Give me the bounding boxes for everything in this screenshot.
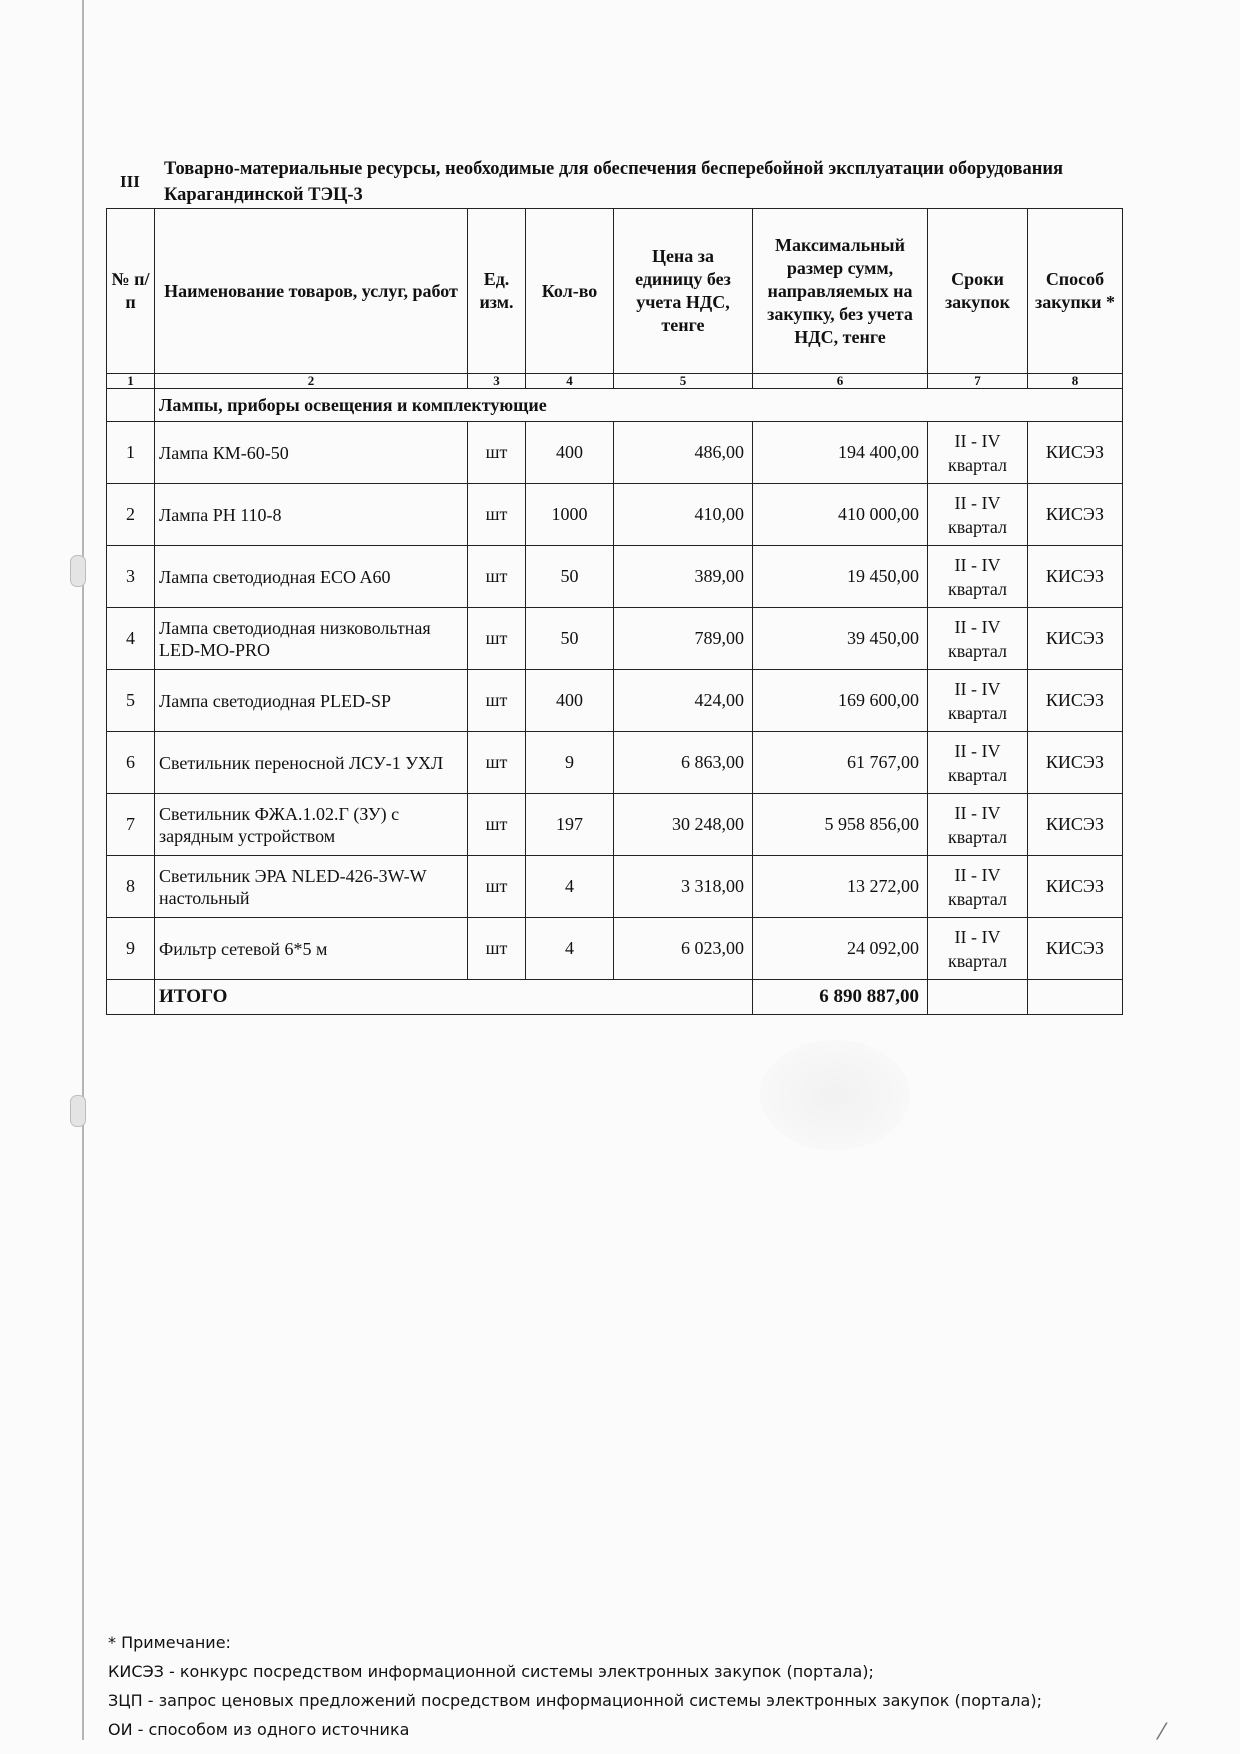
item-name: Лампа светодиодная низковольтная LED-MO-PRO	[155, 608, 468, 670]
table-row	[107, 670, 1123, 732]
note-line: ОИ - способом из одного источника	[108, 1720, 410, 1739]
item-quantity: 50	[526, 608, 614, 670]
item-period: II - IV квартал	[928, 422, 1028, 484]
item-period: II - IV квартал	[928, 918, 1028, 980]
item-quantity: 4	[526, 856, 614, 918]
item-unit: шт	[468, 608, 526, 670]
item-name: Светильник ЭРА NLED-426-3W-W настольный	[155, 856, 468, 918]
item-name: Лампа светодиодная PLED-SP	[155, 670, 468, 732]
item-method: КИСЭЗ	[1028, 856, 1123, 918]
header-period: Сроки закупок	[928, 209, 1028, 374]
item-unit: шт	[468, 856, 526, 918]
column-number: 5	[614, 374, 753, 389]
row-number: 3	[107, 546, 155, 608]
item-max-sum: 39 450,00	[753, 608, 928, 670]
item-quantity: 50	[526, 546, 614, 608]
notes-heading: * Примечание:	[108, 1633, 231, 1652]
item-unit-price: 6 023,00	[614, 918, 753, 980]
row-number: 2	[107, 484, 155, 546]
item-max-sum: 24 092,00	[753, 918, 928, 980]
item-name: Светильник ФЖА.1.02.Г (ЗУ) с зарядным устройством	[155, 794, 468, 856]
column-number: 7	[928, 374, 1028, 389]
item-name: Лампа РН 110-8	[155, 484, 468, 546]
table-row	[107, 546, 1123, 608]
item-unit: шт	[468, 794, 526, 856]
item-period: II - IV квартал	[928, 856, 1028, 918]
note-line: ЗЦП - запрос ценовых предложений посредством информационной системы электронных закупок (портала);	[108, 1691, 1042, 1710]
header-num: № п/п	[107, 209, 155, 374]
page-margin-line	[82, 0, 84, 1740]
handwritten-mark: ⁄	[1160, 1720, 1164, 1745]
table-row	[107, 608, 1123, 670]
column-number: 4	[526, 374, 614, 389]
item-method: КИСЭЗ	[1028, 670, 1123, 732]
group-row	[107, 389, 1123, 422]
item-max-sum: 194 400,00	[753, 422, 928, 484]
row-number: 9	[107, 918, 155, 980]
table-row	[107, 422, 1123, 484]
total-sum: 6 890 887,00	[753, 980, 928, 1015]
item-unit-price: 486,00	[614, 422, 753, 484]
header-qty: Кол-во	[526, 209, 614, 374]
group-title: Лампы, приборы освещения и комплектующие	[155, 389, 1123, 422]
column-number: 1	[107, 374, 155, 389]
group-empty-cell	[107, 389, 155, 422]
item-method: КИСЭЗ	[1028, 484, 1123, 546]
row-number: 4	[107, 608, 155, 670]
item-period: II - IV квартал	[928, 546, 1028, 608]
scan-smudge	[760, 1040, 910, 1150]
item-name: Светильник переносной ЛСУ-1 УХЛ	[155, 732, 468, 794]
header-sum: Максимальный размер сумм, направляемых на закупку, без учета НДС, тенге	[753, 209, 928, 374]
item-method: КИСЭЗ	[1028, 422, 1123, 484]
item-unit-price: 30 248,00	[614, 794, 753, 856]
item-period: II - IV квартал	[928, 484, 1028, 546]
table-row	[107, 918, 1123, 980]
item-unit: шт	[468, 670, 526, 732]
item-unit-price: 424,00	[614, 670, 753, 732]
total-empty-cell	[928, 980, 1028, 1015]
table-row	[107, 856, 1123, 918]
section-title: Товарно-материальные ресурсы, необходимые для обеспечения бесперебойной эксплуатации оборудования Карагандинской ТЭЦ-3	[164, 159, 1064, 205]
column-number: 8	[1028, 374, 1123, 389]
item-quantity: 400	[526, 670, 614, 732]
item-name: Лампа КМ-60-50	[155, 422, 468, 484]
note-line: КИСЭЗ - конкурс посредством информационной системы электронных закупок (портала);	[108, 1662, 874, 1681]
total-label: ИТОГО	[155, 980, 753, 1015]
row-number: 8	[107, 856, 155, 918]
item-method: КИСЭЗ	[1028, 546, 1123, 608]
item-max-sum: 410 000,00	[753, 484, 928, 546]
item-quantity: 1000	[526, 484, 614, 546]
item-unit-price: 6 863,00	[614, 732, 753, 794]
item-method: КИСЭЗ	[1028, 918, 1123, 980]
item-unit: шт	[468, 918, 526, 980]
item-unit-price: 410,00	[614, 484, 753, 546]
total-row	[107, 980, 1123, 1015]
item-max-sum: 61 767,00	[753, 732, 928, 794]
item-period: II - IV квартал	[928, 670, 1028, 732]
item-unit-price: 3 318,00	[614, 856, 753, 918]
item-unit-price: 389,00	[614, 546, 753, 608]
item-max-sum: 169 600,00	[753, 670, 928, 732]
table-row	[107, 732, 1123, 794]
total-empty-cell	[1028, 980, 1123, 1015]
item-unit: шт	[468, 546, 526, 608]
item-unit: шт	[468, 732, 526, 794]
column-number: 2	[155, 374, 468, 389]
total-empty-cell	[107, 980, 155, 1015]
table-header-row	[107, 209, 1123, 374]
item-max-sum: 5 958 856,00	[753, 794, 928, 856]
header-name: Наименование товаров, услуг, работ	[155, 209, 468, 374]
punch-hole	[70, 555, 86, 587]
item-quantity: 4	[526, 918, 614, 980]
item-method: КИСЭЗ	[1028, 794, 1123, 856]
punch-hole	[70, 1095, 86, 1127]
header-unit: Ед. изм.	[468, 209, 526, 374]
item-name: Лампа светодиодная ECO A60	[155, 546, 468, 608]
item-period: II - IV квартал	[928, 794, 1028, 856]
header-method: Способ закупки *	[1028, 209, 1123, 374]
item-max-sum: 19 450,00	[753, 546, 928, 608]
column-numbers-row	[107, 374, 1123, 389]
item-max-sum: 13 272,00	[753, 856, 928, 918]
row-number: 1	[107, 422, 155, 484]
item-unit: шт	[468, 422, 526, 484]
resources-table	[106, 208, 1123, 1015]
item-period: II - IV квартал	[928, 608, 1028, 670]
table-row	[107, 794, 1123, 856]
section-number: III	[120, 172, 140, 191]
item-quantity: 400	[526, 422, 614, 484]
item-name: Фильтр сетевой 6*5 м	[155, 918, 468, 980]
row-number: 7	[107, 794, 155, 856]
row-number: 5	[107, 670, 155, 732]
row-number: 6	[107, 732, 155, 794]
item-method: КИСЭЗ	[1028, 732, 1123, 794]
item-unit-price: 789,00	[614, 608, 753, 670]
column-number: 3	[468, 374, 526, 389]
table-row	[107, 484, 1123, 546]
item-unit: шт	[468, 484, 526, 546]
item-quantity: 197	[526, 794, 614, 856]
footnotes	[108, 1628, 1168, 1744]
item-period: II - IV квартал	[928, 732, 1028, 794]
column-number: 6	[753, 374, 928, 389]
item-quantity: 9	[526, 732, 614, 794]
header-price: Цена за единицу без учета НДС, тенге	[614, 209, 753, 374]
item-method: КИСЭЗ	[1028, 608, 1123, 670]
